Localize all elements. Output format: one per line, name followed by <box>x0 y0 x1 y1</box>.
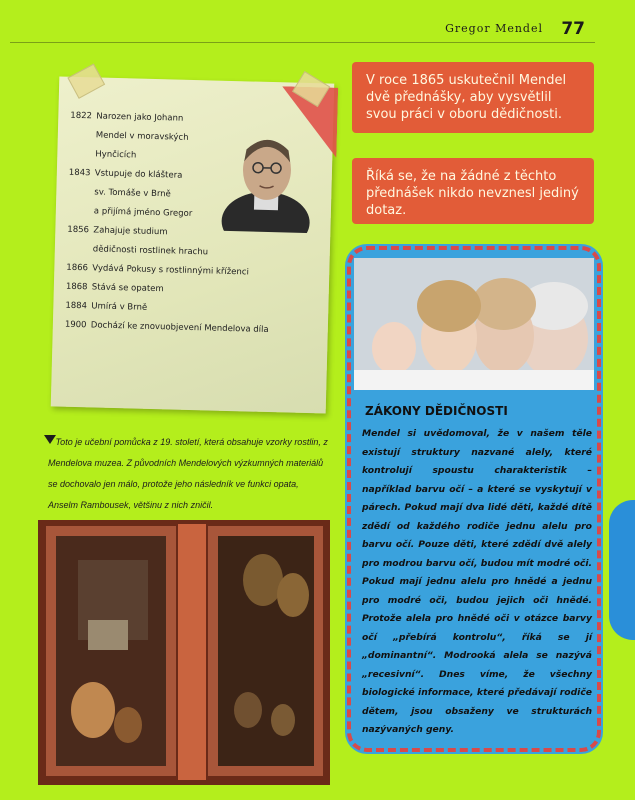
timeline-year <box>69 145 95 165</box>
timeline-text: Dochází ke znovuobjevení Mendelova díla <box>90 320 269 336</box>
section-body: Mendel si uvědomoval, že v našem těle existují struktury nazvané alely, které kontrolují spoustu charakteristik – například barvu očí – a které se vyskytují v párech. Pokud mají dva lidé děti, každé dítě zdědí od každého rodiče jednu alelu pro barvu očí. Pouze děti, které zdědí dvě alely pro modrou barvu očí, budou mít modré oči. Pokud mají jednu alelu pro hnědé a jednu pro modré oči, budou jejich oči hnědé. Protože alela pro hnědé oči v otázce barvy očí „přebírá kontrolu“, říká se jí „dominantní“. Modrooká alela se nazývá „recesivní“. Dnes víme, že všechny biologické informace, které předávají rodiče dětem, jsou obsaženy ve strukturách nazývaných geny. <box>362 428 592 735</box>
tape-left <box>67 63 105 98</box>
timeline-year: 1843 <box>68 167 91 179</box>
timeline-text: Vstupuje do kláštera <box>94 168 183 181</box>
timeline-text: sv. Tomáše v Brně <box>94 187 171 200</box>
chapter-tab <box>609 500 635 640</box>
timeline-text: Mendel v moravských <box>95 130 189 143</box>
teaching-aid-photo <box>38 520 330 785</box>
timeline-year: 1856 <box>67 224 90 236</box>
running-title: Gregor Mendel <box>445 22 543 35</box>
timeline-text: Umírá v Brně <box>91 301 148 313</box>
timeline-text: dědičnosti rostlinek hrachu <box>92 244 209 258</box>
timeline-year: 1868 <box>65 281 88 293</box>
fact-bubble-questions: Říká se, že na žádné z těchto přednášek nikdo nevznesl jediný dotaz. <box>352 158 594 224</box>
timeline-year <box>70 126 96 146</box>
timeline-year: 1866 <box>66 262 89 274</box>
timeline-year: 1900 <box>64 319 87 331</box>
photo-caption <box>48 432 330 516</box>
timeline-text: Zahajuje studium <box>93 225 168 238</box>
timeline-year <box>68 183 94 203</box>
photo-caption-text: Toto je učební pomůcka z 19. století, která obsahuje vzorky rostlin, z Mendelova muzea. Z původních Mendelových výzkumných materiálů se dochovalo jen málo, protože jeho následník ve funkci opata, Anselm Rambousek, většinu z nich zničil. <box>48 437 328 510</box>
timeline-text: a přijímá jméno Gregor <box>93 206 193 219</box>
fact-bubble-lectures: V roce 1865 uskutečnil Mendel dvě přednášky, aby vysvětlil svou práci v oboru dědičnosti. <box>352 62 594 133</box>
timeline-note <box>51 76 335 413</box>
page-header <box>0 0 635 50</box>
header-divider <box>10 42 595 43</box>
family-generations-photo <box>354 258 594 390</box>
timeline-text: Vydává Pokusy s rostlinnými kříženci <box>92 263 249 278</box>
timeline-year: 1822 <box>70 110 93 122</box>
timeline-text: Stává se opatem <box>91 282 164 295</box>
timeline-list <box>65 107 291 341</box>
timeline-text: Narozen jako Johann <box>96 111 184 124</box>
timeline-year: 1884 <box>65 300 88 312</box>
timeline-year <box>67 240 93 260</box>
timeline-year <box>68 202 94 222</box>
page-number: 77 <box>561 19 585 39</box>
section-heading: ZÁKONY DĚDIČNOSTI <box>365 404 508 418</box>
timeline-text: Hynčicích <box>95 149 137 161</box>
